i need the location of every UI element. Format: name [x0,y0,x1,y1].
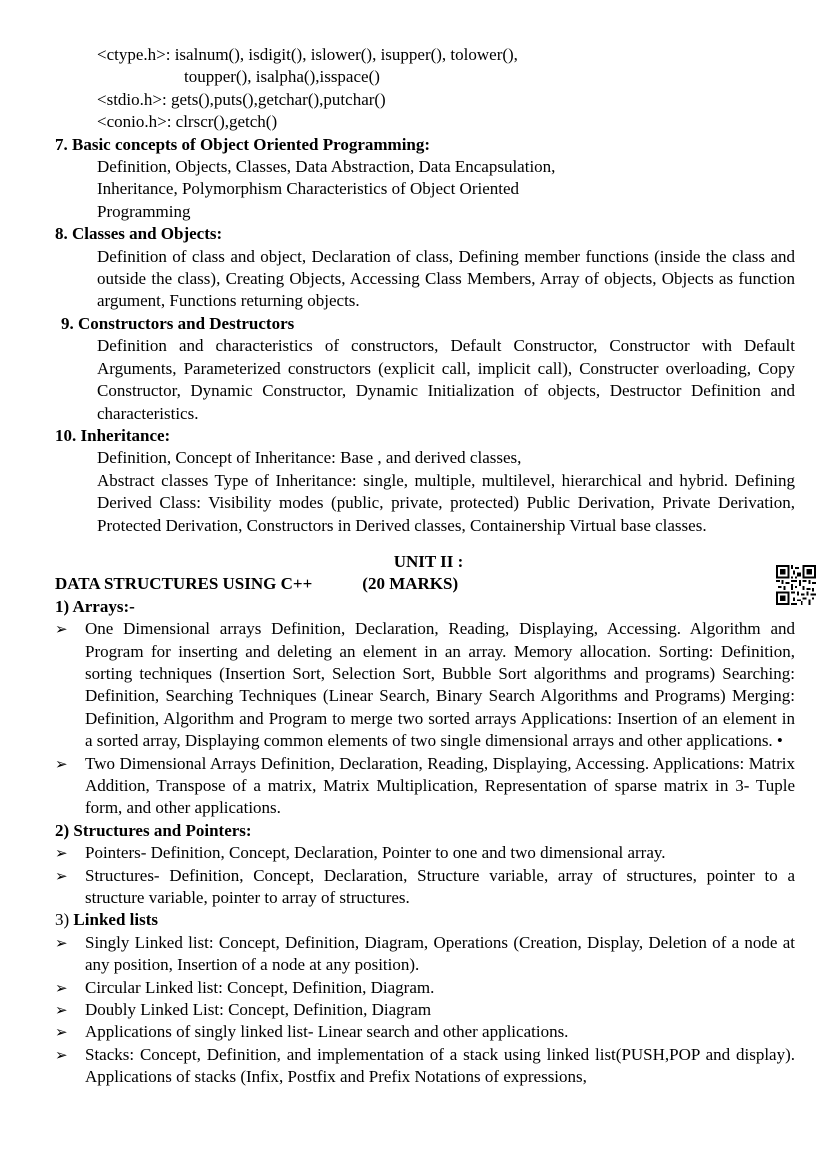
linked-bullet-2 [0,977,795,999]
linked-bullet-3-text: Doubly Linked List: Concept, Definition, Diagram [85,1000,432,1020]
linked-bullet-3 [0,999,795,1021]
linked-bullet-1 [0,932,795,977]
bullet-arrow-icon: ➢ [55,866,68,885]
section-10-line-1: Definition, Concept of Inheritance: Base , and derived classes, [97,448,522,468]
section-8-heading: 8. Classes and Objects: [55,224,223,244]
structures-bullet-1-text: Pointers- Definition, Concept, Declaration, Pointer to one and two dimensional array. [85,843,666,863]
ctype-line-1: <ctype.h>: isalnum(), isdigit(), islower(), isupper(), tolower(), [97,45,518,64]
linked-bullet-4-text: Applications of singly linked list- Linear search and other applications. [85,1022,569,1042]
conio-line: <conio.h>: clrscr(),getch() [97,112,278,132]
qr-code-icon [776,565,816,605]
linked-bullet-4 [0,1021,795,1043]
linked-bullet-5-text: Stacks: Concept, Definition, and implementation of a stack using linked list(PUSH,POP and display). Applications of stacks (Infix, Postfix and Prefix Notations of expressions, [85,1044,795,1087]
linked-bullet-5 [0,1044,795,1089]
section-10-body: Abstract classes Type of Inheritance: single, multiple, multilevel, hierarchical and hybrid. Defining Derived Class: Visibility modes (public, private, protected) Public Derivation, Private Derivation, Protected Derivation, Constructors in Derived classes, Containership Virtual base classes. [97,470,795,535]
linked-bullet-2-text: Circular Linked list: Concept, Definition, Diagram. [85,977,435,997]
document-page [0,44,827,1089]
structures-heading: 2) Structures and Pointers: [55,820,252,840]
bullet-arrow-icon: ➢ [55,844,68,863]
bullet-arrow-icon: ➢ [55,1045,68,1064]
arrays-heading: 1) Arrays:- [55,596,135,616]
section-7-heading: 7. Basic concepts of Object Oriented Programming: [55,134,431,154]
section-7-line-2: Inheritance, Polymorphism Characteristics of Object Oriented [97,179,520,199]
linked-lists-heading: Linked lists [73,910,158,930]
stdio-line: <stdio.h>: gets(),puts(),getchar(),putchar() [97,89,386,109]
section-9-heading: 9. Constructors and Destructors [61,313,295,333]
linked-lists-heading-line [0,909,827,931]
structures-bullet-1 [0,842,795,864]
unit-2-subject-line [0,573,827,595]
structures-bullet-2-text: Structures- Definition, Concept, Declaration, Structure variable, array of structures, pointer to a structure variable, pointer to array of structures. [85,865,795,908]
section-8-body: Definition of class and object, Declaration of class, Defining member functions (inside the class and outside the class), Creating Objects, Accessing Class Members, Array of objects, Objects as function argument, Functions returning objects. [97,246,795,311]
linked-lists-number: 3) [55,910,74,930]
bullet-arrow-icon: ➢ [55,754,68,773]
arrays-bullet-1 [0,618,795,752]
bullet-arrow-icon: ➢ [55,978,68,997]
ctype-line-2: toupper(), isalpha(),isspace() [184,67,380,87]
bullet-arrow-icon: ➢ [55,933,68,952]
arrays-bullet-1-text: One Dimensional arrays Definition, Declaration, Reading, Displaying, Accessing. Algorithm and Program for inserting and deleting an element in an array. Memory allocation. Sorting: Definition, sorting techniques (Insertion Sort, Selection Sort, Bubble Sort algorithms and programs) Searching: Definition, Searching Techniques (Linear Search, Binary Search Algorithms and Programs) Merging: Definition, Algorithm and Program to merge two sorted arrays Applications: Insertion of an element in a sorted array, Displaying common elements of two single dimensional arrays and other applications. • [85,619,795,751]
unit-2-title: UNIT II : [393,551,464,571]
structures-bullet-2 [0,865,795,910]
unit-2-marks: (20 MARKS) [362,574,459,594]
linked-bullet-1-text: Singly Linked list: Concept, Definition, Diagram, Operations (Creation, Display, Deletion of a node at any position, Insertion of a node at any position). [85,932,795,975]
bullet-arrow-icon: ➢ [55,620,68,639]
arrays-bullet-2 [0,753,795,820]
bullet-arrow-icon: ➢ [55,1023,68,1042]
section-7-line-3: Programming [97,201,191,221]
arrays-bullet-2-text: Two Dimensional Arrays Definition, Declaration, Reading, Displaying, Accessing. Applications: Matrix Addition, Transpose of a matrix, Matrix Multiplication, Representation of sparse matrix in 3- Tuple form, and other applications. [85,753,795,818]
unit-2-subject: DATA STRUCTURES USING C++ [55,574,313,594]
section-7-line-1: Definition, Objects, Classes, Data Abstraction, Data Encapsulation, [97,157,556,177]
section-9-body: Definition and characteristics of constructors, Default Constructor, Constructor with Default Arguments, Parameterized constructors (explicit call, implicit call), Constructer overloading, Copy Constructor, Dynamic Constructor, Dynamic Initialization of objects, Destructor Definition and characteristics. [97,336,795,423]
bullet-arrow-icon: ➢ [55,1001,68,1020]
section-10-heading: 10. Inheritance: [55,425,171,445]
